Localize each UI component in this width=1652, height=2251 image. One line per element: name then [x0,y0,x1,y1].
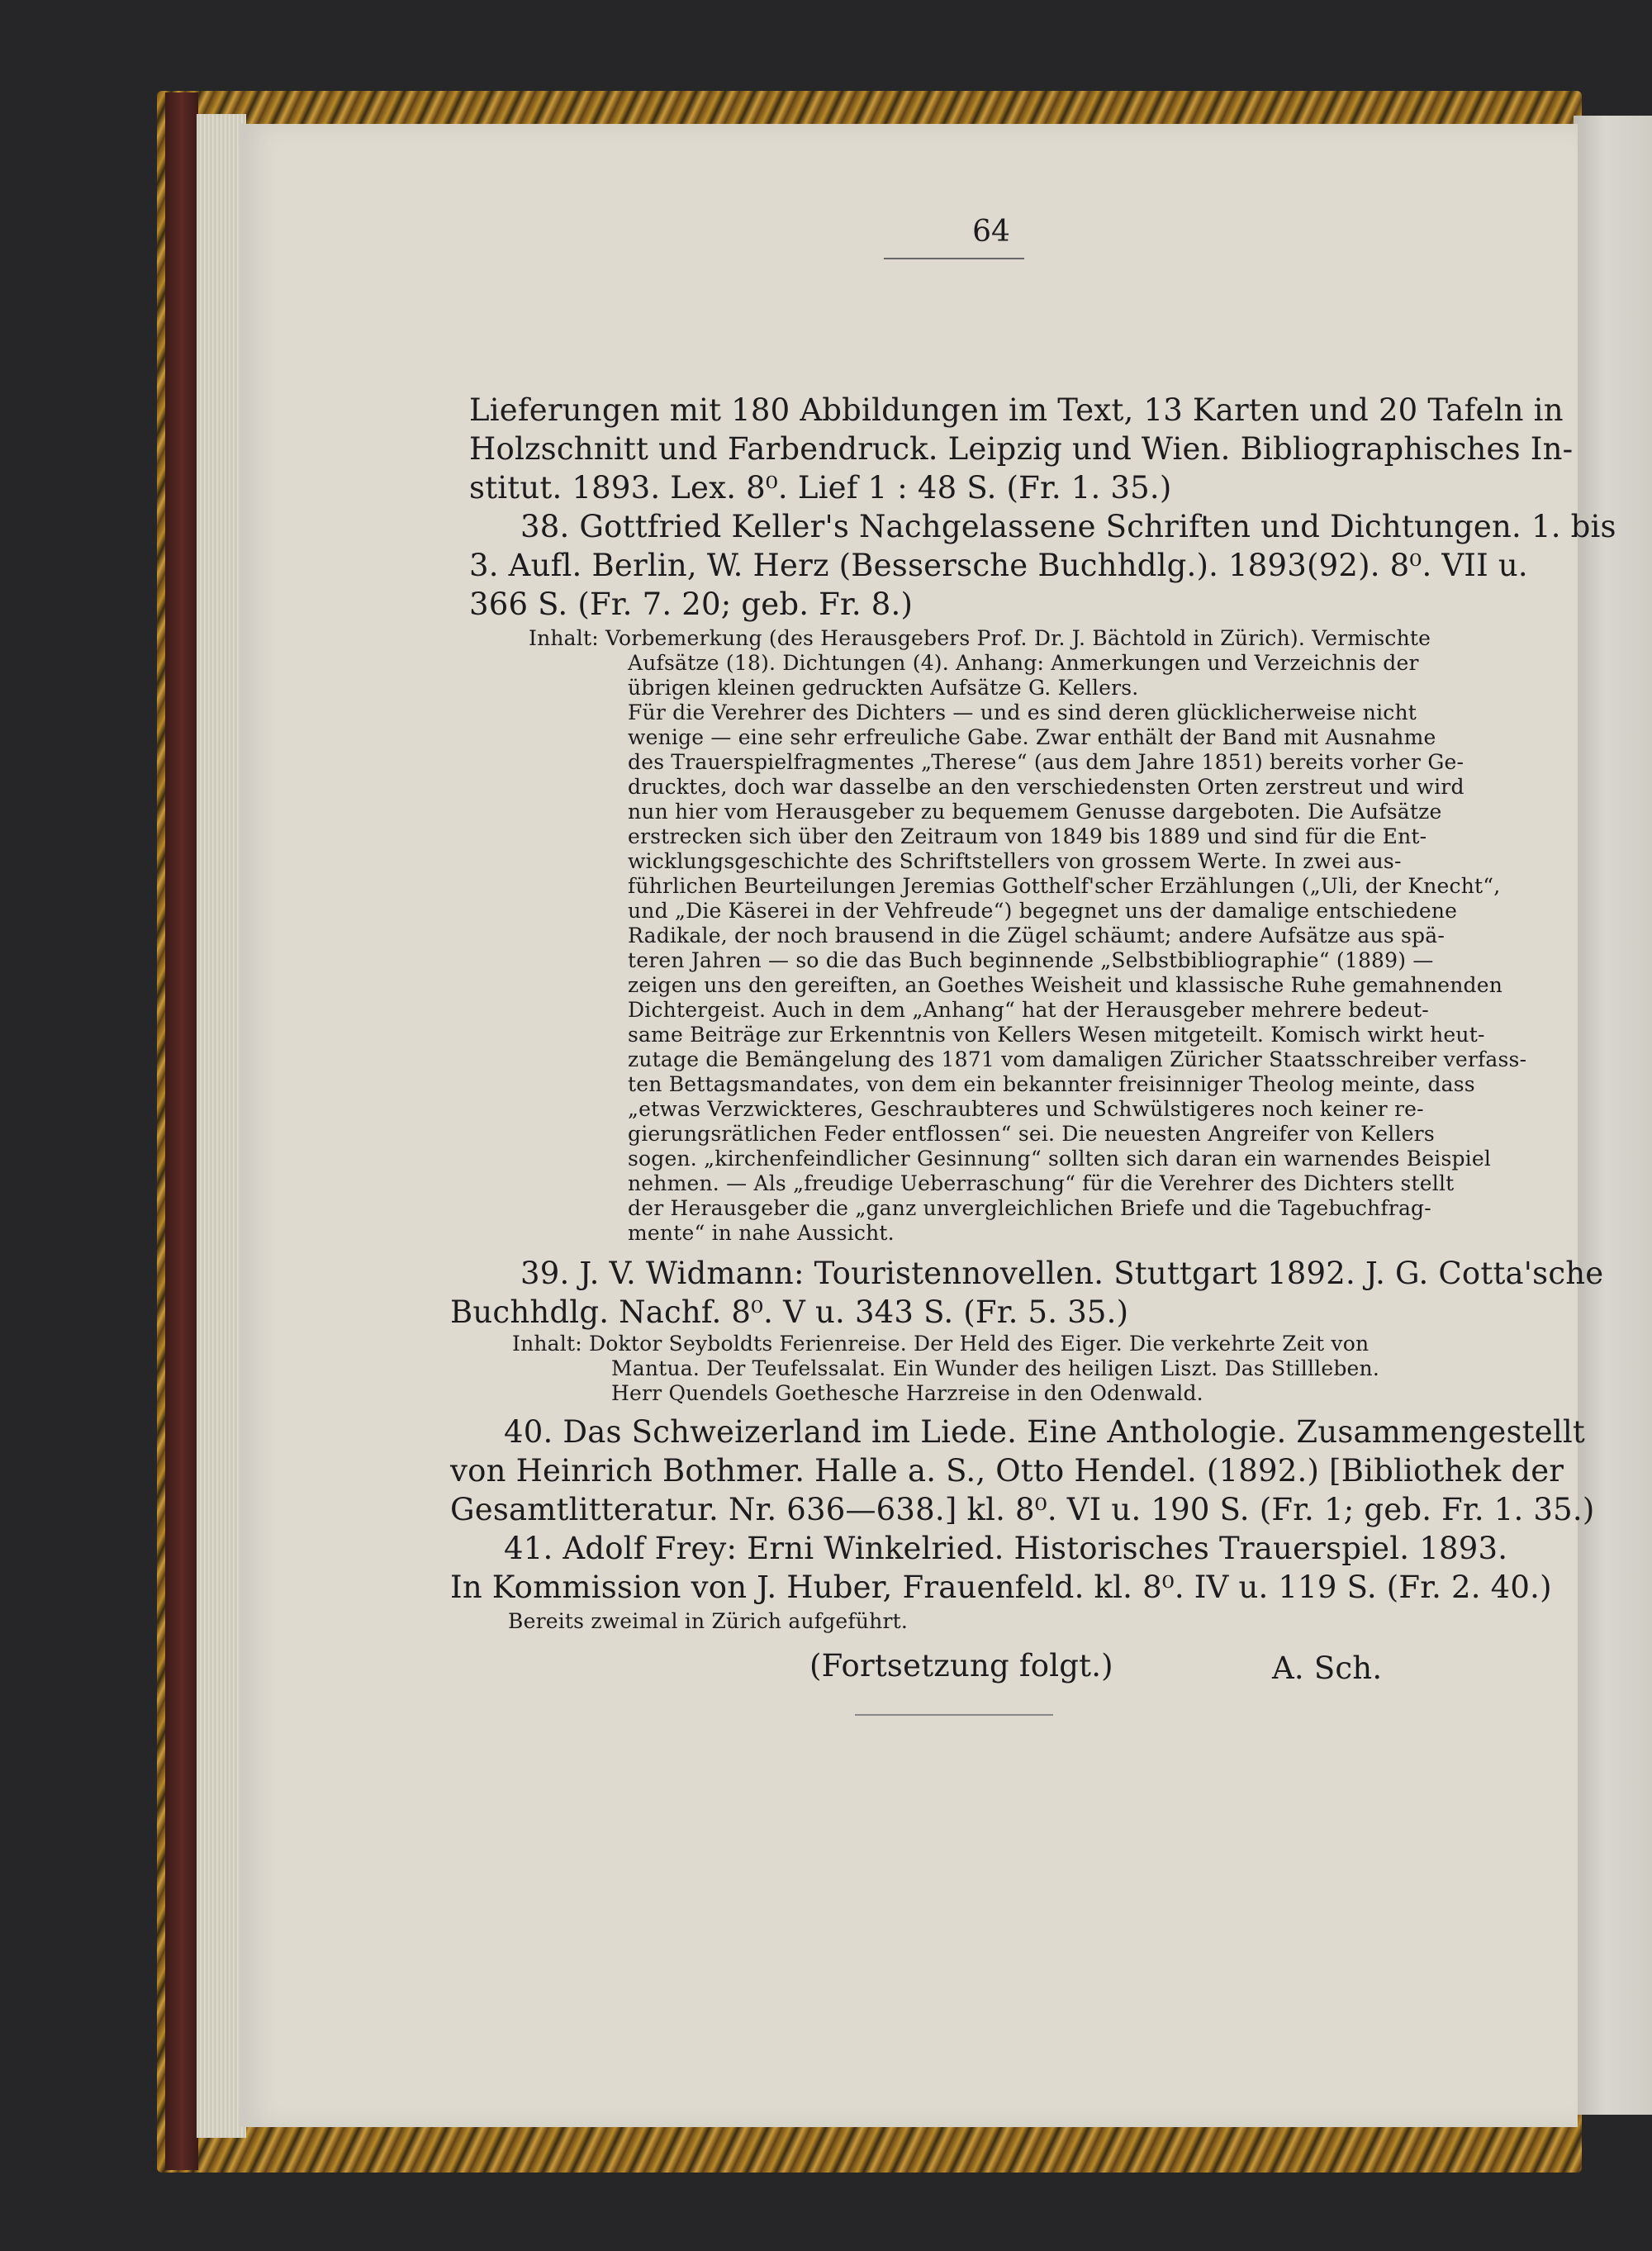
page-number: 64 [972,215,1010,249]
text-line: 40. Das Schweizerland im Liede. Eine Anthologie. Zusammengestellt [504,1414,1585,1450]
text-line: ten Bettagsmandates, von dem ein bekannter freisinniger Theolog meinte, dass [628,1072,1475,1096]
text-line: übrigen kleinen gedruckten Aufsätze G. Kellers. [628,676,1139,700]
text-line: Lieferungen mit 180 Abbildungen im Text, 13 Karten und 20 Tafeln in [469,392,1564,428]
text-line: mente“ in nahe Aussicht. [628,1221,895,1245]
text-line: Für die Verehrer des Dichters — und es sind deren glücklicherweise nicht [628,700,1417,724]
text-line: von Heinrich Bothmer. Halle a. S., Otto Hendel. (1892.) [Bibliothek der [450,1453,1564,1489]
text-line: 3. Aufl. Berlin, W. Herz (Bessersche Buchhdlg.). 1893(92). 8⁰. VII u. [469,548,1528,583]
text-line: 366 S. (Fr. 7. 20; geb. Fr. 8.) [469,586,914,622]
text-line: führlichen Beurteilungen Jeremias Gotthelf'scher Erzählungen („Uli, der Knecht“, [628,874,1501,898]
text-line: zeigen uns den gereiften, an Goethes Weisheit und klassische Ruhe gemahnenden [628,973,1503,997]
text-line: „etwas Verzwickteres, Geschraubteres und Schwülstigeres noch keiner re- [628,1097,1424,1121]
text-line: In Kommission von J. Huber, Frauenfeld. kl. 8⁰. IV u. 119 S. (Fr. 2. 40.) [450,1570,1552,1605]
text-line: Inhalt: Doktor Seyboldts Ferienreise. Der Held des Eiger. Die verkehrte Zeit von [512,1332,1370,1356]
facing-page-edge [1574,116,1652,2115]
footer-rule [855,1714,1053,1716]
text-line: und „Die Käserei in der Vehfreude“) begegnet uns der damalige entschiedene [628,899,1458,923]
text-line: des Trauerspielfragmentes „Therese“ (aus dem Jahre 1851) bereits vorher Ge- [628,750,1464,774]
header-rule [884,258,1024,259]
text-line: stitut. 1893. Lex. 8⁰. Lief 1 : 48 S. (Fr. 1. 35.) [469,470,1172,506]
text-line: sogen. „kirchenfeindlicher Gesinnung“ sollten sich daran ein warnendes Beispiel [628,1147,1492,1171]
text-line: Mantua. Der Teufelssalat. Ein Wunder des heiligen Liszt. Das Stillleben. [611,1356,1380,1380]
book-spine [165,93,198,2170]
text-line: erstrecken sich über den Zeitraum von 1849 bis 1889 und sind für die Ent- [628,824,1427,848]
text-line: A. Sch. [1272,1650,1383,1686]
text-line: 38. Gottfried Keller's Nachgelassene Schriften und Dichtungen. 1. bis [520,509,1616,544]
text-line: nun hier vom Herausgeber zu bequemem Genusse dargeboten. Die Aufsätze [628,800,1442,824]
text-line: nehmen. — Als „freudige Ueberraschung“ für die Verehrer des Dichters stellt [628,1171,1455,1195]
text-line: drucktes, doch war dasselbe an den verschiedensten Orten zerstreut und wird [628,775,1464,799]
text-line: same Beiträge zur Erkenntnis von Kellers Wesen mitgeteilt. Komisch wirkt heut- [628,1023,1485,1047]
text-line: Dichtergeist. Auch in dem „Anhang“ hat der Herausgeber mehrere bedeut- [628,998,1429,1022]
text-line: Inhalt: Vorbemerkung (des Herausgebers Prof. Dr. J. Bächtold in Zürich). Vermischte [529,626,1431,650]
text-line: Radikale, der noch brausend in die Zügel schäumt; andere Aufsätze aus spä- [628,924,1445,947]
text-line: 41. Adolf Frey: Erni Winkelried. Historisches Trauerspiel. 1893. [504,1531,1508,1566]
text-line: gierungsrätlichen Feder entflossen“ sei. Die neuesten Angreifer von Kellers [628,1122,1435,1146]
text-line: zutage die Bemängelung des 1871 vom damaligen Züricher Staatsschreiber verfass- [628,1047,1527,1071]
text-line: wicklungsgeschichte des Schriftstellers von grossem Werte. In zwei aus- [628,849,1402,873]
text-line: (Fortsetzung folgt.) [809,1648,1113,1684]
text-line: Aufsätze (18). Dichtungen (4). Anhang: Anmerkungen und Verzeichnis der [628,651,1419,675]
text-line: Buchhdlg. Nachf. 8⁰. V u. 343 S. (Fr. 5. 35.) [450,1294,1129,1330]
page-edges [197,114,246,2138]
book-page [240,124,1616,2127]
text-line: der Herausgeber die „ganz unvergleichlichen Briefe und die Tagebuchfrag- [628,1196,1431,1220]
text-line: Bereits zweimal in Zürich aufgeführt. [508,1609,909,1633]
text-line: teren Jahren — so die das Buch beginnende „Selbstbibliographie“ (1889) — [628,948,1434,972]
text-line: Holzschnitt und Farbendruck. Leipzig und Wien. Bibliographisches In- [469,431,1574,467]
text-line: 39. J. V. Widmann: Touristennovellen. Stuttgart 1892. J. G. Cotta'sche [520,1256,1604,1291]
text-line: Herr Quendels Goethesche Harzreise in den Odenwald. [611,1381,1203,1405]
text-line: wenige — eine sehr erfreuliche Gabe. Zwar enthält der Band mit Ausnahme [628,725,1436,749]
text-line: Gesamtlitteratur. Nr. 636—638.] kl. 8⁰. VI u. 190 S. (Fr. 1; geb. Fr. 1. 35.) [450,1492,1595,1527]
